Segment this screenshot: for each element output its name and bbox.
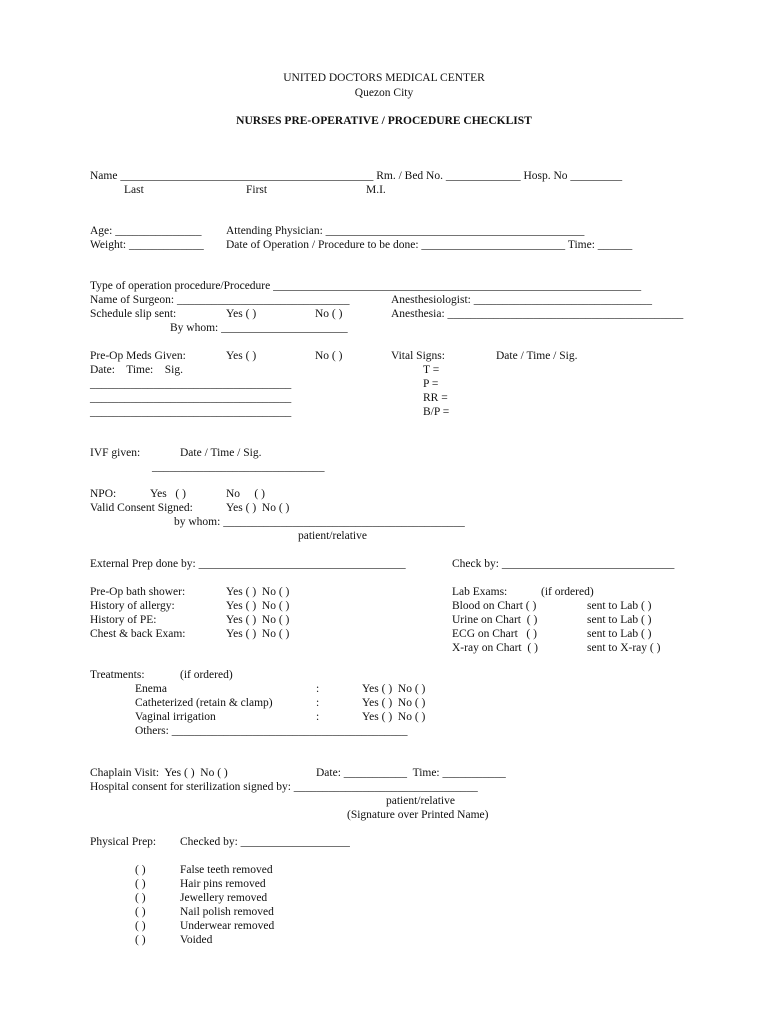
vaginal-irrigation-yes-no[interactable]: Yes ( ) No ( ) [362, 711, 426, 723]
physical-prep-item-label: Jewellery removed [180, 892, 268, 904]
date-time-sig-label: Date: Time: Sig. [90, 364, 183, 376]
physical-prep-checkbox[interactable]: ( ) [135, 878, 146, 890]
physical-prep-checkbox[interactable]: ( ) [135, 934, 146, 946]
colon: : [316, 697, 320, 709]
vital-signs-date-time-sig: Date / Time / Sig. [496, 350, 578, 362]
date-of-operation-field[interactable]: Date of Operation / Procedure to be done: _________________________ Time: ______ [226, 239, 633, 251]
vital-signs-label: Vital Signs: [391, 350, 445, 362]
treatments-if-ordered: (if ordered) [180, 669, 233, 681]
hospital-consent-field[interactable]: Hospital consent for sterilization signed by: ________________________________ [90, 781, 478, 793]
vital-blood-pressure[interactable]: B/P = [423, 406, 450, 418]
valid-consent-yes-no[interactable]: Yes ( ) No ( ) [226, 502, 290, 514]
checked-by-field[interactable]: Checked by: ___________________ [180, 836, 350, 848]
chest-exam-label: Chest & back Exam: [90, 628, 186, 640]
blood-on-chart-checkbox[interactable]: Blood on Chart ( ) [452, 600, 537, 612]
consent-by-whom-field[interactable]: by whom: __________________________________________ [174, 516, 465, 528]
hospital-name: UNITED DOCTORS MEDICAL CENTER [283, 72, 485, 84]
physical-prep-item-label: Hair pins removed [180, 878, 266, 890]
physical-prep-checkbox[interactable]: ( ) [135, 892, 146, 904]
lab-exams-label: Lab Exams: [452, 586, 508, 598]
enema-label: Enema [135, 683, 167, 695]
hospital-city: Quezon City [354, 87, 414, 99]
name-sub-last: Last [124, 184, 144, 196]
ivf-date-time-sig: Date / Time / Sig. [180, 447, 262, 459]
treatments-label: Treatments: [90, 669, 145, 681]
vital-resp-rate[interactable]: RR = [423, 392, 448, 404]
name-line[interactable]: Name ____________________________________________ Rm. / Bed No. _____________ Hosp. No _________ [90, 170, 623, 182]
history-pe-yes-no[interactable]: Yes ( ) No ( ) [226, 614, 290, 626]
schedule-by-whom-field[interactable]: By whom: ______________________ [170, 322, 348, 334]
valid-consent-label: Valid Consent Signed: [90, 502, 193, 514]
schedule-yes-checkbox[interactable]: Yes ( ) [226, 308, 257, 320]
name-sub-mi: M.I. [366, 184, 386, 196]
urine-on-chart-checkbox[interactable]: Urine on Chart ( ) [452, 614, 538, 626]
schedule-no-checkbox[interactable]: No ( ) [315, 308, 343, 320]
npo-label: NPO: [90, 488, 117, 500]
colon: : [316, 683, 320, 695]
attending-physician-field[interactable]: Attending Physician: _____________________________________________ [226, 225, 585, 237]
anesthesia-field[interactable]: Anesthesia: _________________________________________ [391, 308, 684, 320]
chaplain-visit-field[interactable]: Chaplain Visit: Yes ( ) No ( ) [90, 767, 228, 779]
chest-exam-yes-no[interactable]: Yes ( ) No ( ) [226, 628, 290, 640]
physical-prep-checkbox[interactable]: ( ) [135, 864, 146, 876]
vital-temp[interactable]: T = [423, 364, 440, 376]
catheterized-yes-no[interactable]: Yes ( ) No ( ) [362, 697, 426, 709]
allergy-label: History of allergy: [90, 600, 175, 612]
blood-sent-to-lab-checkbox[interactable]: sent to Lab ( ) [587, 600, 652, 612]
patient-relative-caption: patient/relative [298, 530, 367, 542]
npo-yes-checkbox[interactable]: Yes ( ) [150, 488, 186, 500]
preop-meds-label: Pre-Op Meds Given: [90, 350, 186, 362]
type-of-operation-field[interactable]: Type of operation procedure/Procedure ________________________________________________________________ [90, 280, 642, 292]
vital-pulse[interactable]: P = [423, 378, 439, 390]
physical-prep-item-label: Nail polish removed [180, 906, 274, 918]
preop-meds-no-checkbox[interactable]: No ( ) [315, 350, 343, 362]
physical-prep-item-label: Voided [180, 934, 213, 946]
age-field[interactable]: Age: _______________ [90, 225, 202, 237]
npo-no-checkbox[interactable]: No ( ) [226, 488, 265, 500]
weight-field[interactable]: Weight: _____________ [90, 239, 204, 251]
physical-prep-item-label: False teeth removed [180, 864, 273, 876]
preop-meds-yes-checkbox[interactable]: Yes ( ) [226, 350, 257, 362]
preop-meds-blank-2[interactable]: ___________________________________ [90, 392, 292, 404]
bath-shower-label: Pre-Op bath shower: [90, 586, 186, 598]
physical-prep-checkbox[interactable]: ( ) [135, 906, 146, 918]
bath-shower-yes-no[interactable]: Yes ( ) No ( ) [226, 586, 290, 598]
xray-on-chart-checkbox[interactable]: X-ray on Chart ( ) [452, 642, 538, 654]
schedule-slip-label: Schedule slip sent: [90, 308, 177, 320]
external-prep-field[interactable]: External Prep done by: ____________________________________ [90, 558, 406, 570]
name-sub-first: First [246, 184, 268, 196]
preop-meds-blank-1[interactable]: ___________________________________ [90, 378, 292, 390]
enema-yes-no[interactable]: Yes ( ) No ( ) [362, 683, 426, 695]
catheterized-label: Catheterized (retain & clamp) [135, 697, 273, 709]
ivf-label: IVF given: [90, 447, 141, 459]
urine-sent-to-lab-checkbox[interactable]: sent to Lab ( ) [587, 614, 652, 626]
signature-caption: (Signature over Printed Name) [347, 809, 489, 821]
form-title: NURSES PRE-OPERATIVE / PROCEDURE CHECKLIST [236, 115, 532, 127]
allergy-yes-no[interactable]: Yes ( ) No ( ) [226, 600, 290, 612]
sent-to-xray-checkbox[interactable]: sent to X-ray ( ) [587, 642, 661, 654]
surgeon-field[interactable]: Name of Surgeon: ______________________________ [90, 294, 350, 306]
colon: : [316, 711, 320, 723]
patient-relative-caption: patient/relative [386, 795, 455, 807]
ecg-on-chart-checkbox[interactable]: ECG on Chart ( ) [452, 628, 537, 640]
check-by-field[interactable]: Check by: ______________________________ [452, 558, 675, 570]
ecg-sent-to-lab-checkbox[interactable]: sent to Lab ( ) [587, 628, 652, 640]
lab-if-ordered: (if ordered) [541, 586, 594, 598]
chaplain-date-time-field[interactable]: Date: ___________ Time: ___________ [316, 767, 506, 779]
vaginal-irrigation-label: Vaginal irrigation [135, 711, 216, 723]
ivf-blank[interactable]: ______________________________ [152, 461, 325, 473]
physical-prep-label: Physical Prep: [90, 836, 157, 848]
anesthesiologist-field[interactable]: Anesthesiologist: _______________________________ [391, 294, 652, 306]
physical-prep-item-label: Underwear removed [180, 920, 275, 932]
history-pe-label: History of PE: [90, 614, 157, 626]
physical-prep-checkbox[interactable]: ( ) [135, 920, 146, 932]
others-field[interactable]: Others: _________________________________________ [135, 725, 408, 737]
preop-meds-blank-3[interactable]: ___________________________________ [90, 406, 292, 418]
